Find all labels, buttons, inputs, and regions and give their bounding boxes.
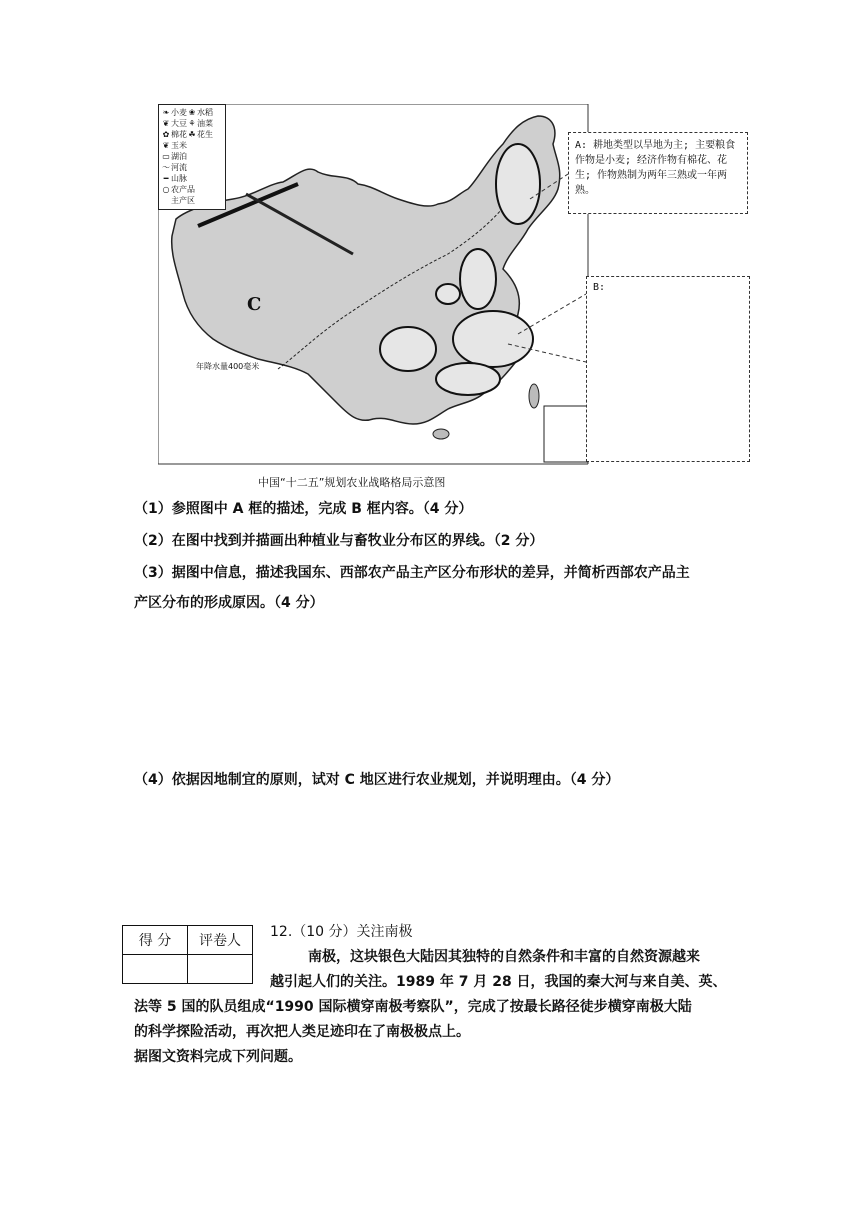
legend-label: 小麦 (171, 108, 187, 117)
rapeseed-icon: ⚘ (188, 119, 196, 128)
wheat-icon: ❧ (162, 108, 170, 117)
question-4: （4）依据因地制宜的原则，试对 C 地区进行农业规划，并说明理由。（4 分） (134, 772, 620, 788)
question-3-line-2: 产区分布的形成原因。（4 分） (134, 595, 324, 611)
peanut-icon: ☘ (188, 130, 196, 139)
legend-label: 湖泊 (171, 152, 187, 161)
question-2: （2）在图中找到并描画出种植业与畜牧业分布区的界线。（2 分） (134, 533, 544, 549)
soybean-icon: ❦ (162, 119, 170, 128)
box-a-description: A: 耕地类型以旱地为主; 主要粮食作物是小麦; 经济作物有棉花、花生; 作物熟制为两年三熟或一年两熟。 (568, 132, 748, 214)
legend-label: 玉米 (171, 141, 187, 150)
rainfall-line-label: 年降水量400毫米 (196, 362, 260, 371)
legend-label: 农产品 (171, 185, 195, 194)
region-c-label: C (247, 294, 262, 315)
legend-label: 花生 (197, 130, 213, 139)
score-table (122, 925, 253, 984)
lake-icon: ▭ (162, 152, 170, 161)
mountain-icon: ━ (163, 174, 169, 183)
q12-line-2: 越引起人们的关注。1989 年 7 月 28 日，我国的秦大河与来自美、英、 (270, 974, 727, 990)
legend-spacer (161, 195, 171, 206)
legend-label: 油菜 (197, 119, 213, 128)
q12-line-3: 法等 5 国的队员组成“1990 国际横穿南极考察队”，完成了按最长路径徒步横穿南极大陆 (134, 999, 692, 1015)
q12-line-1: 南极，这块银色大陆因其独特的自然条件和丰富的自然资源越来 (308, 949, 700, 965)
legend-label: 大豆 (171, 119, 187, 128)
river-icon: 〜 (162, 163, 170, 172)
q12-line-5: 据图文资料完成下列问题。 (134, 1049, 302, 1065)
score-cell[interactable] (123, 955, 188, 984)
legend-label: 山脉 (171, 174, 187, 183)
legend-label: 主产区 (171, 196, 195, 205)
rice-icon: ❀ (188, 108, 196, 117)
map-legend (158, 104, 226, 210)
score-header: 得 分 (123, 926, 188, 955)
question-1: （1）参照图中 A 框的描述，完成 B 框内容。（4 分） (134, 501, 473, 517)
grader-cell[interactable] (188, 955, 253, 984)
grader-header: 评卷人 (188, 926, 253, 955)
q12-line-4: 的科学探险活动，再次把人类足迹印在了南极极点上。 (134, 1024, 470, 1040)
cotton-icon: ✿ (162, 130, 170, 139)
map-caption: 中国“十二五”规划农业战略格局示意图 (258, 476, 446, 489)
legend-label: 水稻 (197, 108, 213, 117)
question-12-title: 12.（10 分）关注南极 (270, 924, 413, 940)
agriculture-map (158, 104, 758, 468)
production-area-icon: ○ (162, 185, 170, 194)
legend-label: 河流 (171, 163, 187, 172)
corn-icon: ❦ (162, 141, 170, 150)
question-3-line-1: （3）据图中信息，描述我国东、西部农产品主产区分布形状的差异，并简析西部农产品主 (134, 565, 690, 581)
legend-label: 棉花 (171, 130, 187, 139)
box-b-answer: B: (586, 276, 750, 462)
